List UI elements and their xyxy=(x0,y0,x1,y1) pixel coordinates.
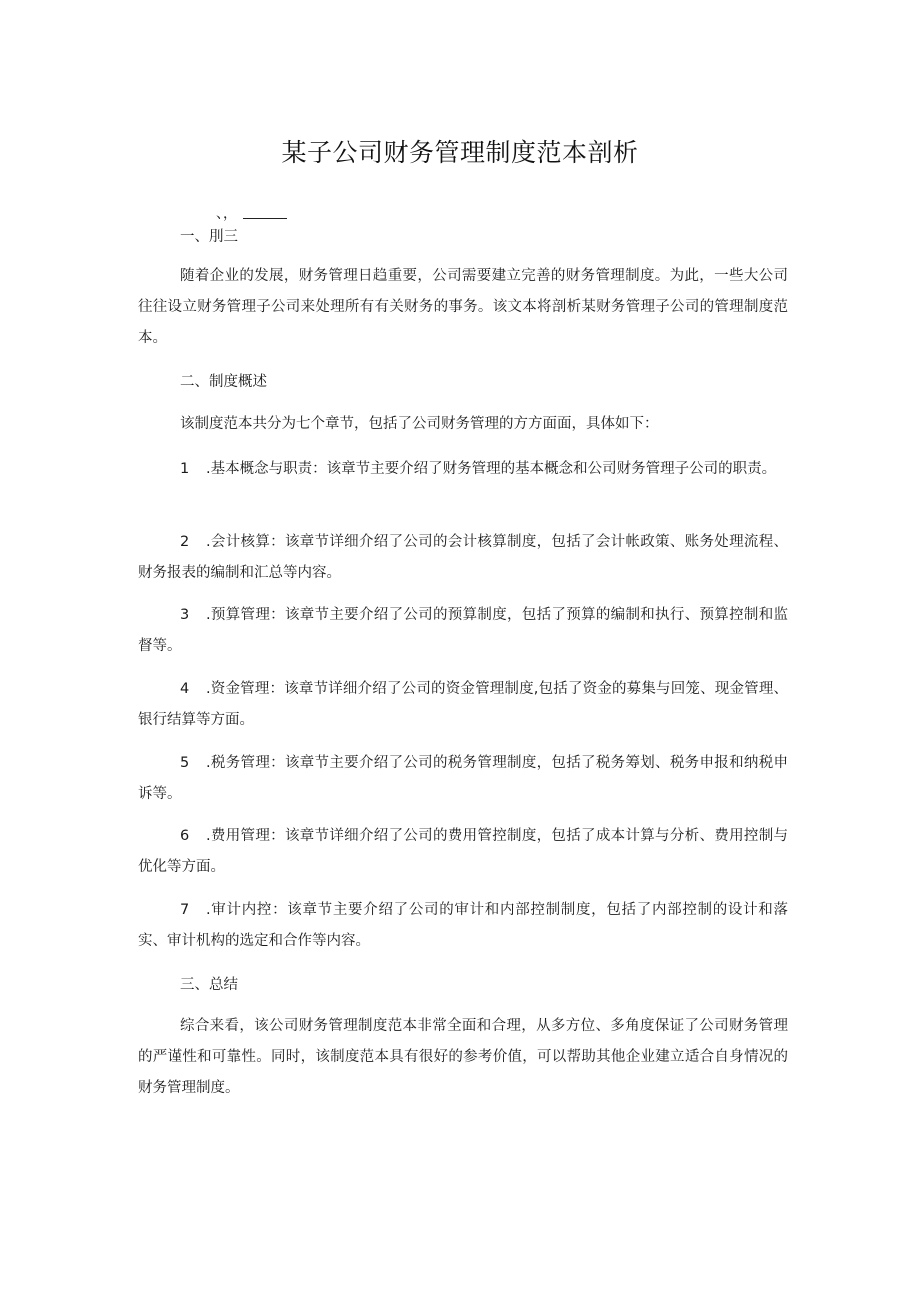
list-item-text: .预算管理：该章节主要介绍了公司的预算制度，包括了预算的编制和执行、预算控制和监督等。 xyxy=(138,607,788,654)
list-item-5 xyxy=(138,748,788,810)
overview-paragraph: 该制度范本共分为七个章节，包括了公司财务管理的方方面面，具体如下： xyxy=(180,416,659,432)
list-item-7 xyxy=(138,895,788,957)
scan-artifact xyxy=(216,205,287,223)
list-item-2 xyxy=(138,527,788,589)
list-item-number: 3 xyxy=(180,607,190,623)
list-item-number: 1 xyxy=(180,461,190,477)
list-item-text: .资金管理：该章节详细介绍了公司的资金管理制度,包括了资金的募集与回笼、现金管理、银行结算等方面。 xyxy=(138,681,788,728)
artifact-underline xyxy=(243,210,287,219)
list-item-4 xyxy=(138,674,788,736)
list-item-text: .基本概念与职责：该章节主要介绍了财务管理的基本概念和公司财务管理子公司的职责。 xyxy=(206,461,777,477)
list-item-text: .审计内控：该章节主要介绍了公司的审计和内部控制制度，包括了内部控制的设计和落实、审计机构的选定和合作等内容。 xyxy=(138,902,788,949)
document-title: 某子公司财务管理制度范本剖析 xyxy=(281,138,639,167)
section-heading-3: 三、总结 xyxy=(180,977,238,993)
list-item-number: 5 xyxy=(180,755,190,771)
list-item-number: 6 xyxy=(180,828,190,844)
section-heading-2: 二、制度概述 xyxy=(180,374,267,390)
list-item-3 xyxy=(138,600,788,662)
list-item-text: .会计核算：该章节详细介绍了公司的会计核算制度，包括了会计帐政策、账务处理流程、财务报表的编制和汇总等内容。 xyxy=(138,534,788,581)
list-item-text: .税务管理：该章节主要介绍了公司的税务管理制度，包括了税务筹划、税务申报和纳税申诉等。 xyxy=(138,755,788,802)
artifact-text: 、， xyxy=(216,206,237,222)
conclusion-paragraph: 综合来看，该公司财务管理制度范本非常全面和合理，从多方位、多角度保证了公司财务管理的严谨性和可靠性。同时，该制度范本具有很好的参考价值，可以帮助其他企业建立适合自身情况的财务管理制度。 xyxy=(138,1018,788,1096)
list-item-text: .费用管理：该章节详细介绍了公司的费用管控制度，包括了成本计算与分析、费用控制与优化等方面。 xyxy=(138,828,788,875)
intro-paragraph: 随着企业的发展，财务管理日趋重要，公司需要建立完善的财务管理制度。为此，一些大公司往往设立财务管理子公司来处理所有有关财务的事务。该文本将剖析某财务管理子公司的管理制度范本。 xyxy=(138,268,788,346)
list-item-number: 7 xyxy=(180,902,190,918)
list-item-number: 2 xyxy=(180,534,190,550)
list-item-6 xyxy=(138,821,788,883)
list-item-1 xyxy=(138,454,788,485)
section-heading-1: 一、刖三 xyxy=(180,229,238,245)
list-item-number: 4 xyxy=(180,681,190,697)
